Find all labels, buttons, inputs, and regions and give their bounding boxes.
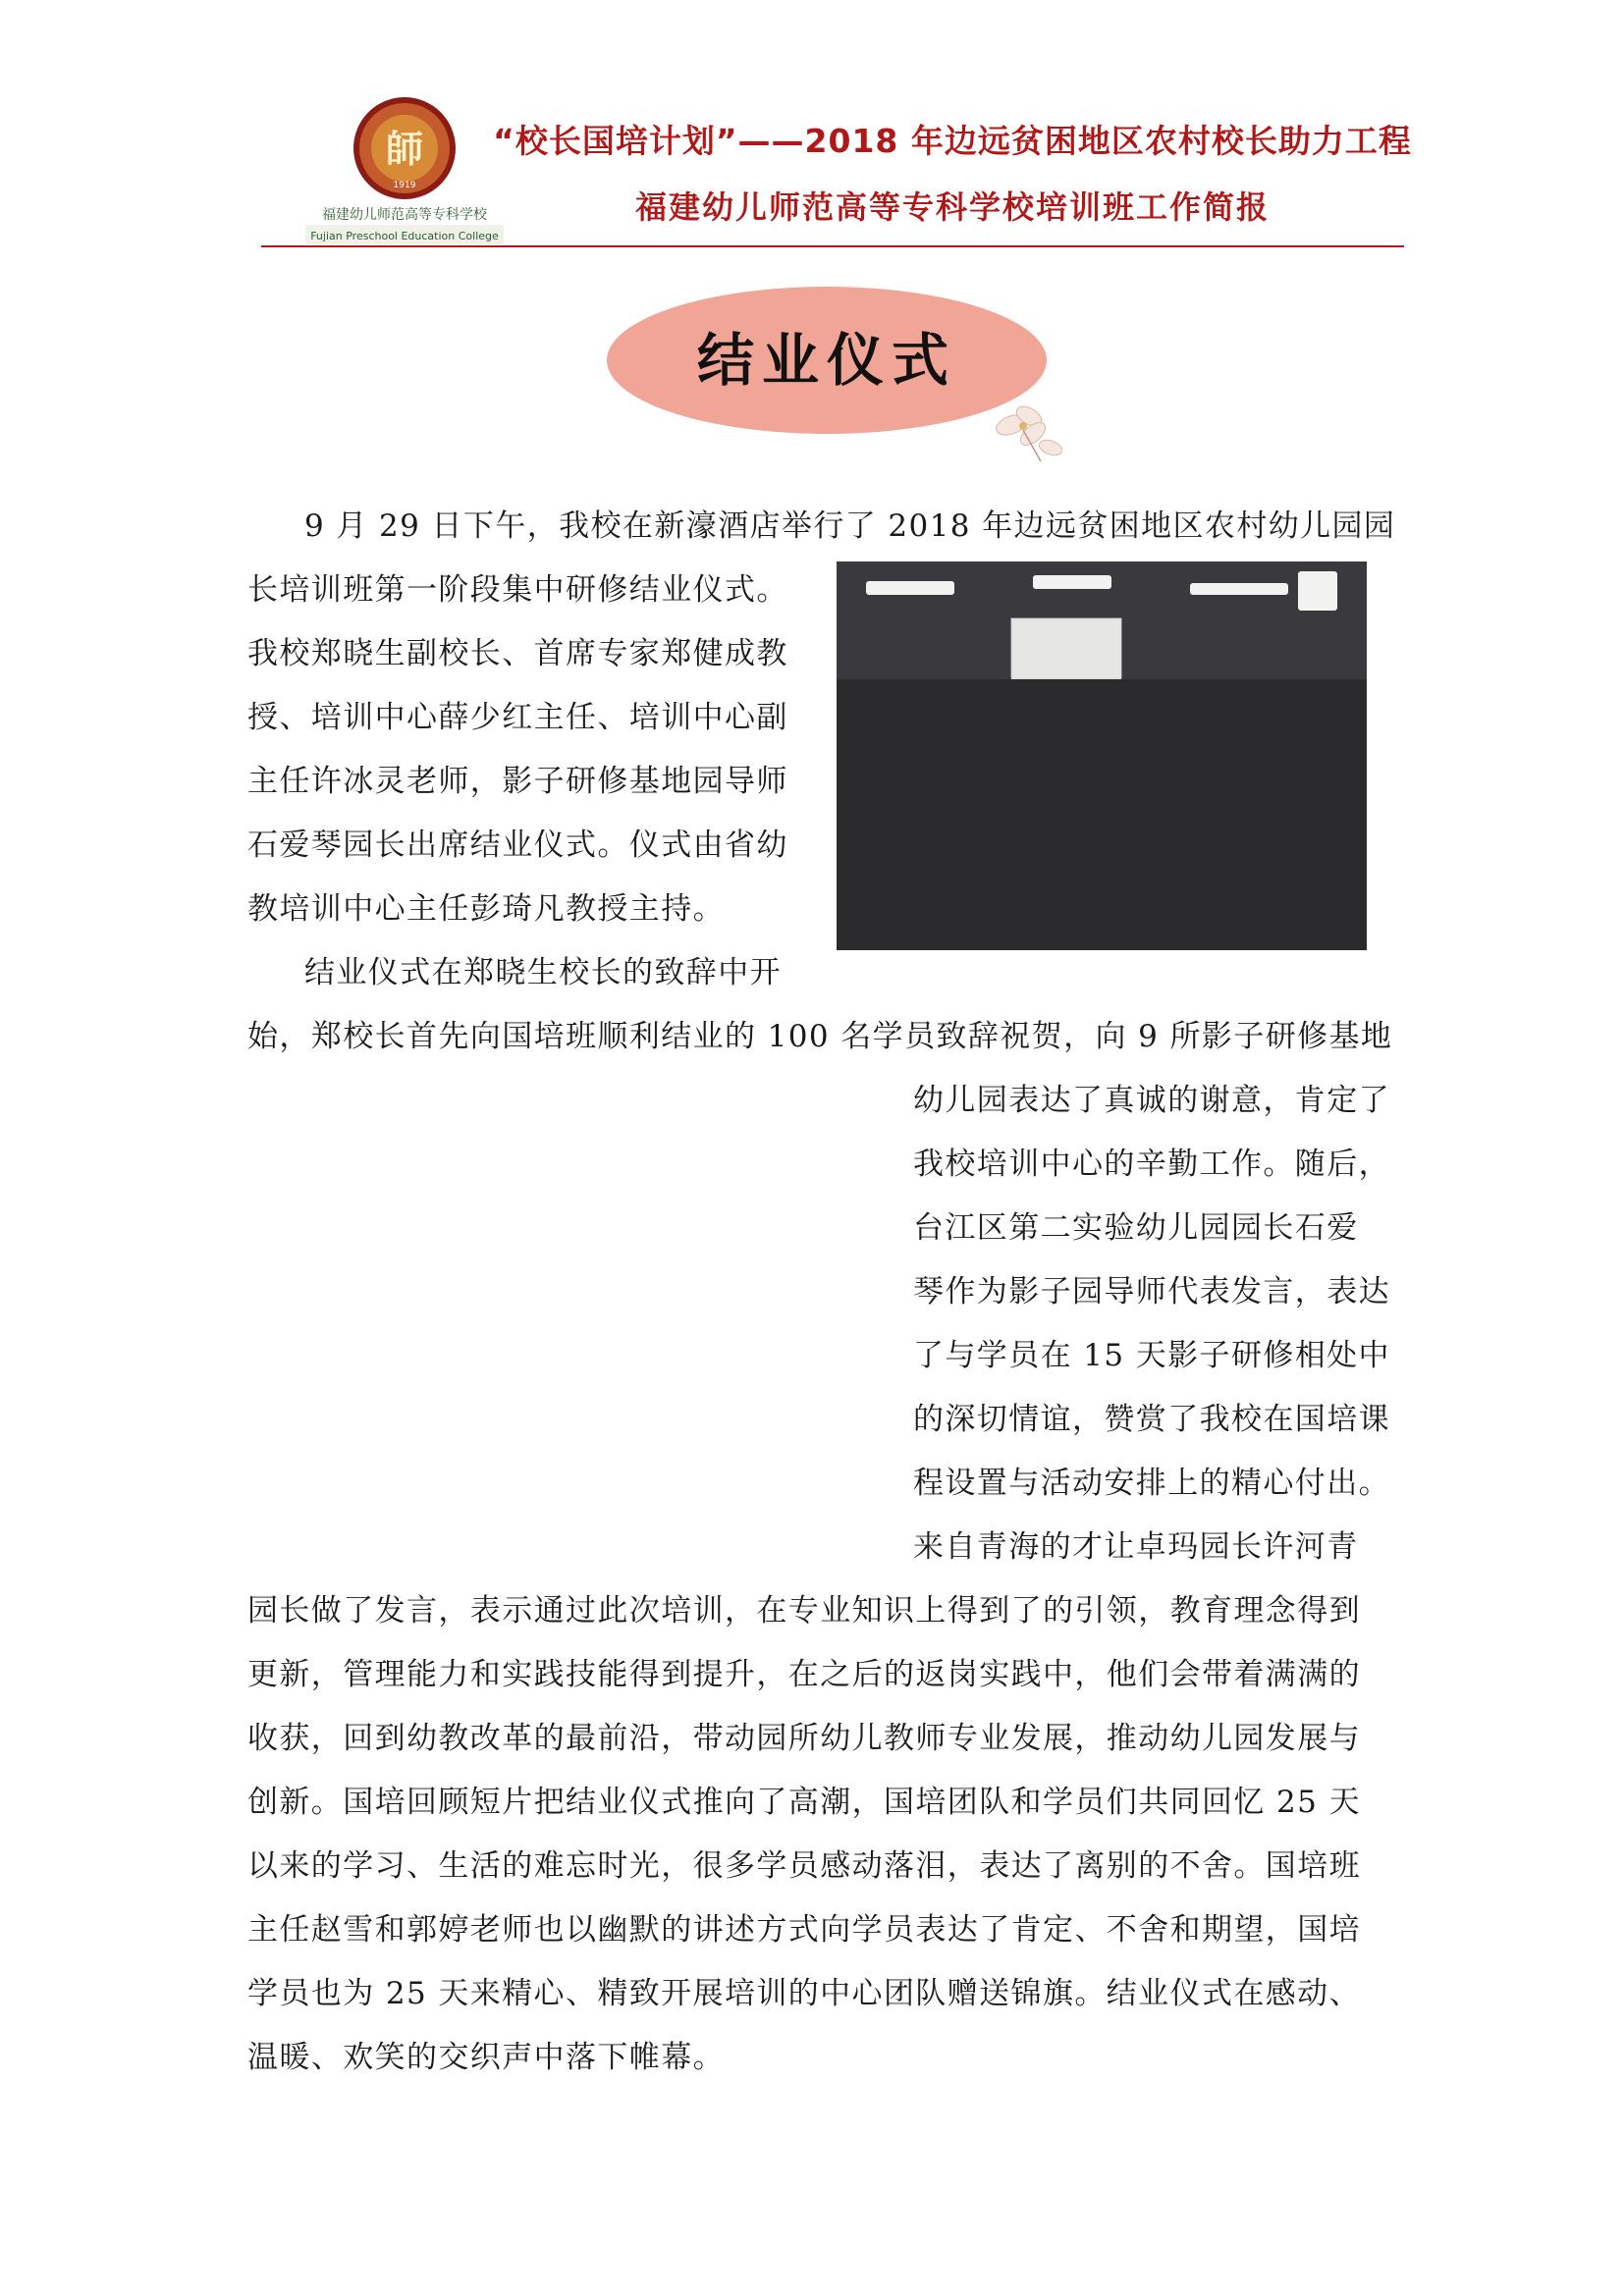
body-line-13: 琴作为影子园导师代表发言，表达 xyxy=(913,1274,1390,1309)
header-title-line2: 福建幼儿师范高等专科学校培训班工作简报 xyxy=(634,188,1270,226)
ceremony-hall-photo xyxy=(837,561,1367,950)
body-line-1: 9 月 29 日下午，我校在新濠酒店举行了 2018 年边远贫困地区农村幼儿园园 xyxy=(304,508,1396,544)
body-line-8: 结业仪式在郑晓生校长的致辞中开 xyxy=(304,955,782,990)
body-line-4: 授、培训中心薛少红主任、培训中心副 xyxy=(247,700,788,735)
body-line-14: 了与学员在 15 天影子研修相处中 xyxy=(913,1338,1390,1373)
logo-college-cn: 福建幼儿师范高等专科学校 xyxy=(322,207,487,223)
body-line-2: 长培训班第一阶段集中研修结业仪式。 xyxy=(247,572,788,608)
body-line-3: 我校郑晓生副校长、首席专家郑健成教 xyxy=(247,636,788,671)
svg-text:師: 師 xyxy=(385,127,424,171)
body-line-18: 园长做了发言，表示通过此次培训，在专业知识上得到了的引领，教育理念得到 xyxy=(247,1593,1361,1629)
body-line-21: 创新。国培回顾短片把结业仪式推向了高潮，国培团队和学员们共同回忆 25 天 xyxy=(247,1785,1361,1820)
body-line-7: 教培训中心主任彭琦凡教授主持。 xyxy=(247,891,725,927)
section-title: 结业仪式 xyxy=(696,327,956,394)
body-line-17: 来自青海的才让卓玛园长许河青 xyxy=(913,1529,1359,1565)
body-line-15: 的深切情谊，赞赏了我校在国培课 xyxy=(913,1402,1390,1437)
flower-decoration xyxy=(972,391,1080,469)
body-line-12: 台江区第二实验幼儿园园长石爱 xyxy=(913,1210,1359,1246)
logo-year: 1919 xyxy=(393,181,416,190)
body-line-19: 更新，管理能力和实践技能得到提升，在之后的返岗实践中，他们会带着满满的 xyxy=(247,1657,1361,1692)
body-line-16: 程设置与活动安排上的精心付出。 xyxy=(913,1466,1390,1501)
body-line-6: 石爱琴园长出席结业仪式。仪式由省幼 xyxy=(247,828,788,863)
body-line-9: 始，郑校长首先向国培班顺利结业的 100 名学员致辞祝贺，向 9 所影子研修基地 xyxy=(247,1019,1393,1054)
header-title-line1: “校长国培计划”——2018 年边远贫困地区农村校长助力工程 xyxy=(493,122,1412,160)
body-line-11: 我校培训中心的辛勤工作。随后， xyxy=(913,1147,1390,1182)
body-line-10: 幼儿园表达了真诚的谢意，肯定了 xyxy=(913,1083,1390,1118)
body-line-25: 温暖、欢笑的交织声中落下帷幕。 xyxy=(247,2040,725,2075)
body-line-23: 主任赵雪和郭婷老师也以幽默的讲述方式向学员表达了肯定、不舍和期望，国培 xyxy=(247,1912,1361,1948)
body-line-20: 收获，回到幼教改革的最前沿，带动园所幼儿教师专业发展，推动幼儿园发展与 xyxy=(247,1721,1361,1756)
body-line-24: 学员也为 25 天来精心、精致开展培训的中心团队赠送锦旗。结业仪式在感动、 xyxy=(247,1976,1361,2011)
logo-college-en: Fujian Preschool Education College xyxy=(310,230,499,242)
header-divider xyxy=(261,245,1404,247)
body-line-22: 以来的学习、生活的难忘时光，很多学员感动落泪，表达了离别的不舍。国培班 xyxy=(247,1848,1361,1884)
body-line-5: 主任许冰灵老师，影子研修基地园导师 xyxy=(247,764,788,799)
